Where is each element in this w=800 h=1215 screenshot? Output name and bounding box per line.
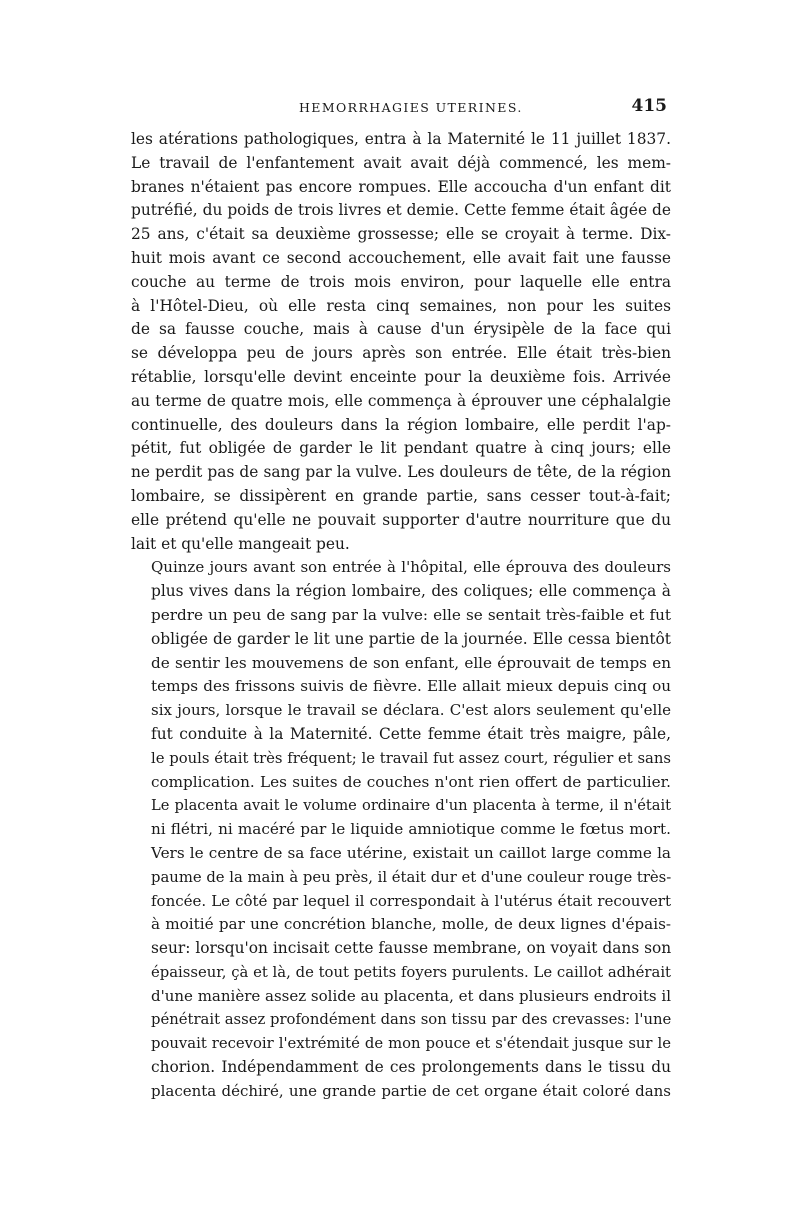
text-line: de sa fausse couche, mais à cause d'un érysipèle de la face qui	[131, 320, 671, 339]
text-line: continuelle, des douleurs dans la région lombaire, elle perdit l'ap-	[131, 415, 671, 434]
paragraph	[131, 556, 671, 1103]
text-line: elle prétend qu'elle ne pouvait supporter d'autre nourriture que du	[131, 510, 671, 529]
text-line: les atérations pathologiques, entra à la Maternité le 11 juillet 1837.	[131, 130, 671, 148]
page-number: 415	[631, 96, 667, 116]
text-line: pétit, fut obligée de garder le lit pendant quatre à cinq jours; elle	[131, 439, 671, 458]
text-line: perdre un peu de sang par la vulve: elle se sentait très-faible et fut	[151, 605, 671, 624]
text-line: ne perdit pas de sang par la vulve. Les douleurs de tête, de la région	[131, 463, 671, 482]
paragraph	[131, 128, 671, 556]
text-line: putréfié, du poids de trois livres et demie. Cette femme était âgée de	[131, 201, 671, 220]
body-text	[131, 128, 671, 1104]
text-line: 25 ans, c'était sa deuxième grossesse; elle se croyait à terme. Dix-	[131, 225, 671, 244]
text-line: placenta déchiré, une grande partie de cet organe était coloré dans	[151, 1081, 671, 1100]
text-line: au terme de quatre mois, elle commença à éprouver une céphalalgie	[131, 391, 671, 410]
text-line: Le travail de l'enfantement avait avait déjà commencé, les mem-	[131, 153, 671, 172]
running-head	[131, 98, 671, 126]
text-line: huit mois avant ce second accouchement, elle avait fait une fausse	[131, 248, 671, 267]
text-line: Quinze jours avant son entrée à l'hôpital, elle éprouva des douleurs	[151, 558, 671, 577]
text-line: plus vives dans la région lombaire, des coliques; elle commença à	[151, 582, 671, 601]
text-line: paume de la main à peu près, il était dur et d'une couleur rouge très-	[151, 868, 672, 886]
text-line: à moitié par une concrétion blanche, molle, de deux lignes d'épais-	[151, 915, 671, 934]
text-line: ni flétri, ni macéré par le liquide amniotique comme le fœtus mort.	[151, 820, 671, 839]
text-line: rétablie, lorsqu'elle devint enceinte pour la deuxième fois. Arrivée	[131, 367, 671, 386]
text-line: de sentir les mouvemens de son enfant, elle éprouvait de temps en	[151, 653, 671, 672]
text-line: pouvait recevoir l'extrémité de mon pouce et s'étendait jusque sur le	[151, 1035, 671, 1053]
text-line: foncée. Le côté par lequel il correspondait à l'utérus était recouvert	[151, 891, 671, 910]
text-line: six jours, lorsque le travail se déclara. C'est alors seulement qu'elle	[151, 701, 671, 720]
text-line: d'une manière assez solide au placenta, et dans plusieurs endroits il	[151, 986, 671, 1005]
text-line: lombaire, se dissipèrent en grande partie, sans cesser tout-à-fait;	[131, 486, 671, 505]
text-line: Vers le centre de sa face utérine, existait un caillot large comme la	[151, 843, 671, 862]
text-line: fut conduite à la Maternité. Cette femme était très maigre, pâle,	[151, 724, 671, 743]
text-line: Le placenta avait le volume ordinaire d'un placenta à terme, il n'était	[151, 797, 671, 815]
text-line: seur: lorsqu'on incisait cette fausse membrane, on voyait dans son	[151, 939, 672, 958]
text-line: lait et qu'elle mangeait peu.	[131, 534, 350, 553]
text-line: à l'Hôtel-Dieu, où elle resta cinq semaines, non pour les suites	[131, 296, 671, 315]
text-line: branes n'étaient pas encore rompues. Elle accoucha d'un enfant dit	[131, 177, 671, 196]
text-line: épaisseur, çà et là, de tout petits foyers purulents. Le caillot adhérait	[151, 963, 671, 981]
text-line: chorion. Indépendamment de ces prolongements dans le tissu du	[151, 1058, 671, 1077]
text-line: le pouls était très fréquent; le travail fut assez court, régulier et sans	[151, 749, 671, 767]
running-title: HEMORRHAGIES UTERINES.	[299, 100, 523, 115]
text-line: temps des frissons suivis de fièvre. Elle allait mieux depuis cinq ou	[151, 677, 671, 696]
text-line: obligée de garder le lit une partie de la journée. Elle cessa bientôt	[151, 629, 671, 648]
text-line: pénétrait assez profondément dans son tissu par des crevasses: l'une	[151, 1011, 672, 1029]
text-line: couche au terme de trois mois environ, pour laquelle elle entra	[131, 272, 671, 291]
text-line: complication. Les suites de couches n'ont rien offert de particulier.	[151, 772, 671, 791]
text-line: se développa peu de jours après son entrée. Elle était très-bien	[131, 344, 671, 363]
book-page	[131, 98, 671, 1104]
